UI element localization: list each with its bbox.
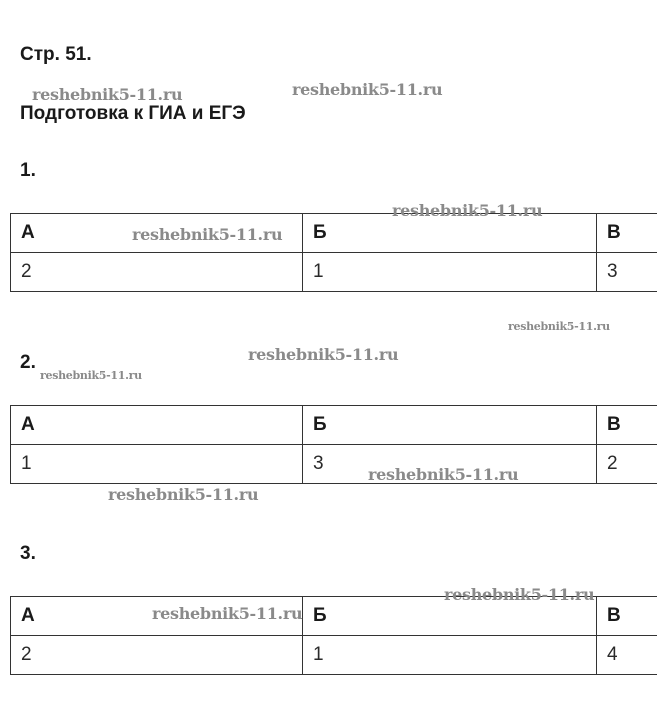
watermark: reshebnik5-11.ru	[508, 320, 610, 333]
table-header-row	[11, 597, 657, 636]
table-row	[11, 253, 657, 292]
column-header: Б	[303, 597, 597, 636]
table-header-row	[11, 214, 657, 253]
column-header: В	[597, 597, 657, 636]
table-row	[11, 445, 657, 484]
column-header: А	[11, 214, 303, 253]
column-header: А	[11, 406, 303, 445]
answer-cell: 3	[597, 253, 657, 292]
section-title: Подготовка к ГИА и ЕГЭ	[20, 103, 246, 124]
table-row	[11, 636, 657, 675]
answer-cell: 2	[11, 636, 303, 675]
column-header: В	[597, 406, 657, 445]
table-header-row	[11, 406, 657, 445]
page-heading: Стр. 51.	[20, 44, 92, 65]
watermark: reshebnik5-11.ru	[292, 80, 443, 99]
column-header: Б	[303, 214, 597, 253]
watermark: reshebnik5-11.ru	[248, 345, 399, 364]
watermark: reshebnik5-11.ru	[132, 225, 283, 244]
task-2-answer-table	[10, 405, 657, 484]
task-3-answer-table	[10, 596, 657, 675]
answer-cell: 3	[303, 445, 597, 484]
task-2-number: 2.	[20, 352, 36, 373]
column-header: В	[597, 214, 657, 253]
watermark: reshebnik5-11.ru	[392, 201, 543, 220]
task-3-number: 3.	[20, 543, 36, 564]
watermark: reshebnik5-11.ru	[32, 85, 183, 104]
answer-cell: 1	[303, 253, 597, 292]
watermark: reshebnik5-11.ru	[444, 585, 595, 604]
task-1-number: 1.	[20, 160, 36, 181]
answer-cell: 2	[11, 253, 303, 292]
watermark: reshebnik5-11.ru	[368, 465, 519, 484]
answer-cell: 4	[597, 636, 657, 675]
column-header: А	[11, 597, 303, 636]
column-header: Б	[303, 406, 597, 445]
watermark: reshebnik5-11.ru	[108, 485, 259, 504]
task-1-answer-table	[10, 213, 657, 292]
answer-cell: 1	[303, 636, 597, 675]
watermark: reshebnik5-11.ru	[152, 604, 303, 623]
watermark: reshebnik5-11.ru	[40, 369, 142, 382]
answer-cell: 2	[597, 445, 657, 484]
answer-cell: 1	[11, 445, 303, 484]
